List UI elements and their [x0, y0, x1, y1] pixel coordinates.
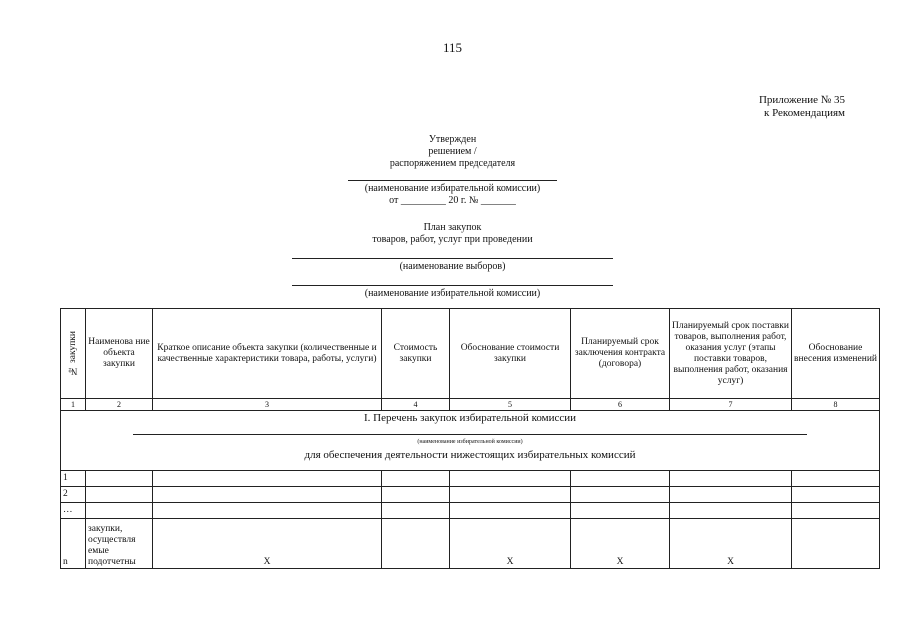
row-number: 2	[61, 487, 86, 503]
approval-line2: решением /	[428, 146, 477, 157]
row-mark: X	[571, 519, 670, 569]
column-number: 5	[450, 399, 571, 411]
plan-subtitle: товаров, работ, услуг при проведении	[372, 234, 533, 245]
column-number-row	[61, 399, 880, 411]
page-number: 115	[442, 40, 463, 55]
plan-commission-caption: (наименование избирательной комиссии)	[364, 288, 541, 299]
header-cell: Обоснование внесения изменений	[792, 309, 880, 399]
section-cell	[61, 411, 880, 471]
row-mark: X	[450, 519, 571, 569]
column-number: 1	[61, 399, 86, 411]
header-cell: Планируемый срок заключения контракта (договора)	[571, 309, 670, 399]
approval-line3: распоряжением председателя	[389, 158, 516, 169]
section-caption: (наименование избирательной комиссии)	[417, 439, 523, 445]
appendix-reference	[759, 94, 845, 120]
column-number: 2	[86, 399, 153, 411]
table-row	[61, 471, 880, 487]
header-cell: Обоснование стоимости закупки	[450, 309, 571, 399]
column-number: 8	[792, 399, 880, 411]
row-mark: X	[670, 519, 792, 569]
row-mark: X	[153, 519, 382, 569]
section-row	[61, 411, 880, 471]
plan-heading	[250, 222, 655, 300]
column-number: 7	[670, 399, 792, 411]
column-number: 3	[153, 399, 382, 411]
table-row	[61, 503, 880, 519]
header-cell: Планируемый срок поставки товаров, выполнения работ, оказания услуг (этапы поставки товаров, выполнения работ, оказания услуг)	[670, 309, 792, 399]
approval-block	[300, 134, 605, 207]
approval-line1: Утвержден	[428, 134, 477, 145]
header-cell	[61, 309, 86, 399]
row-number: n	[61, 519, 86, 569]
appendix-line1: Приложение № 35	[758, 94, 845, 106]
table-row	[61, 487, 880, 503]
row-name: закупки, осуществля емые подотчетны	[86, 519, 153, 569]
approval-commission-caption: (наименование избирательной комиссии)	[364, 183, 541, 194]
header-cell: Наименова ние объекта закупки	[86, 309, 153, 399]
header-cell: Стоимость закупки	[382, 309, 450, 399]
column-number: 6	[571, 399, 670, 411]
section-subtitle: для обеспечения деятельности нижестоящих избирательных комиссий	[304, 449, 636, 461]
commission-underline	[292, 285, 613, 286]
header-row	[61, 309, 880, 399]
approval-commission-underline	[348, 180, 557, 181]
section-underline	[133, 434, 807, 435]
header-number: № закупки	[67, 331, 78, 376]
section-title: I. Перечень закупок избирательной комиссии	[363, 412, 577, 424]
elections-underline	[292, 258, 613, 259]
elections-caption: (наименование выборов)	[399, 261, 506, 272]
table-row-last	[61, 519, 880, 569]
plan-title: План закупок	[423, 222, 482, 233]
row-number: …	[61, 503, 86, 519]
approval-date-line: от _________ 20 г. № _______	[389, 195, 516, 206]
column-number: 4	[382, 399, 450, 411]
row-number: 1	[61, 471, 86, 487]
header-cell: Краткое описание объекта закупки (количественные и качественные характеристики товара, работы, услуги)	[153, 309, 382, 399]
procurement-plan-table	[60, 308, 880, 569]
appendix-line2: к Рекомендациям	[763, 107, 845, 119]
